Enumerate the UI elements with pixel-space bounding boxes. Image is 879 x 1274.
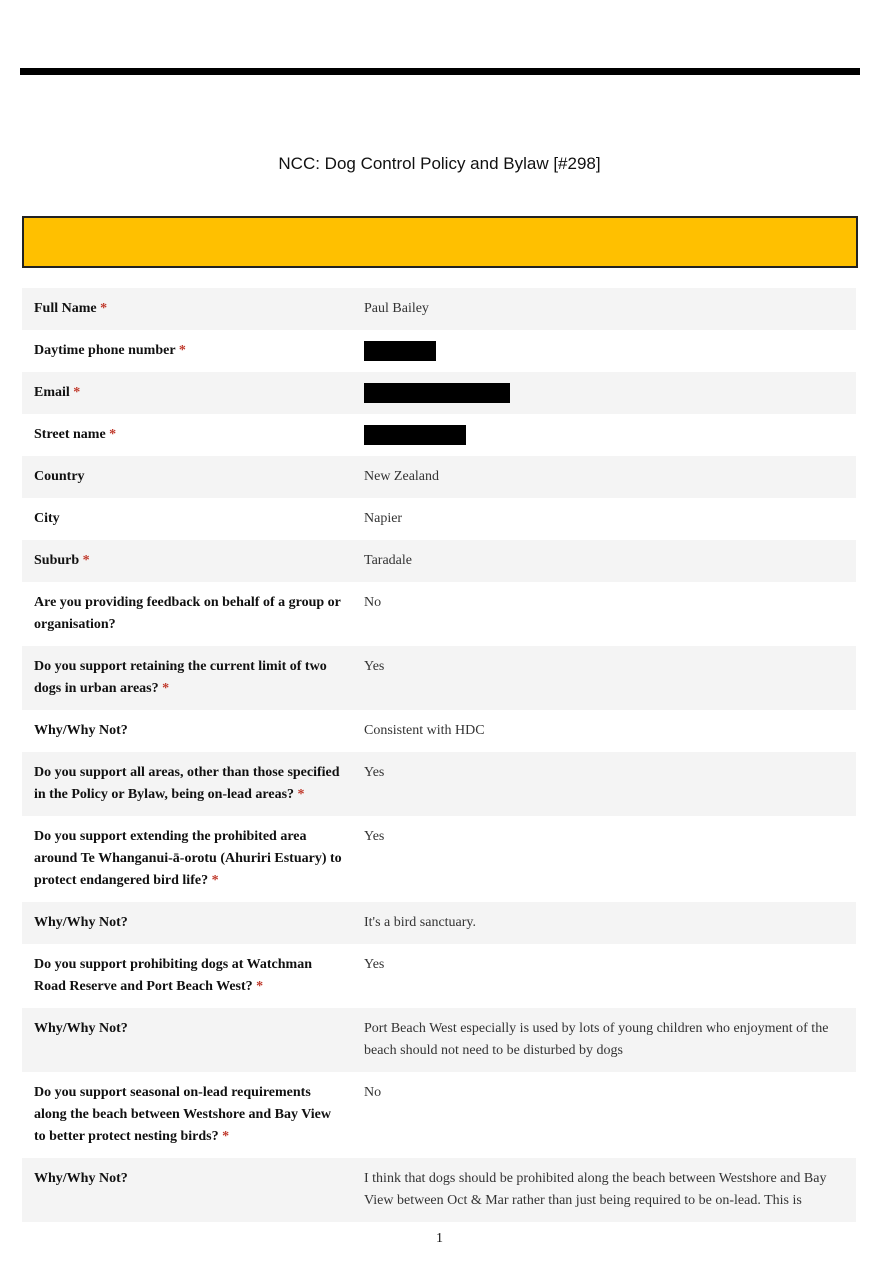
table-row xyxy=(22,1008,856,1072)
table-row xyxy=(22,710,856,752)
page-number: 1 xyxy=(436,1231,443,1246)
field-value: No xyxy=(364,1085,382,1100)
field-label: Daytime phone number * xyxy=(34,343,186,358)
table-row xyxy=(22,944,856,1008)
table-row xyxy=(22,752,856,816)
field-label: Why/Why Not? xyxy=(34,1171,128,1186)
field-value: New Zealand xyxy=(364,469,440,484)
field-label: Full Name * xyxy=(34,301,108,316)
field-label: Do you support prohibiting dogs at Watchman Road Reserve and Port Beach West? * xyxy=(34,957,312,994)
table-row xyxy=(22,456,856,498)
field-value: Port Beach West especially is used by lots of young children who enjoyment of the beach should not need to be disturbed by dogs xyxy=(364,1021,829,1058)
field-label: City xyxy=(34,511,60,526)
table-row xyxy=(22,372,856,414)
field-label: Why/Why Not? xyxy=(34,723,128,738)
field-label: Why/Why Not? xyxy=(34,1021,128,1036)
field-label: Do you support extending the prohibited area around Te Whanganui-ā-orotu (Ahuriri Estuary) to protect endangered bird life? * xyxy=(34,829,342,888)
field-value: Consistent with HDC xyxy=(364,723,485,738)
field-value: Taradale xyxy=(364,553,412,568)
table-row xyxy=(22,330,856,372)
table-row xyxy=(22,582,856,646)
field-label: Do you support retaining the current limit of two dogs in urban areas? * xyxy=(34,659,327,696)
field-value: Yes xyxy=(364,957,385,972)
table-row xyxy=(22,288,856,330)
field-value: Paul Bailey xyxy=(364,301,429,316)
field-label: Street name * xyxy=(34,427,117,442)
field-label: Suburb * xyxy=(34,553,90,568)
field-value: No xyxy=(364,595,382,610)
table-row xyxy=(22,540,856,582)
field-value: Yes xyxy=(364,829,385,844)
field-value: Yes xyxy=(364,765,385,780)
field-label: Email * xyxy=(34,385,81,400)
table-row xyxy=(22,902,856,944)
table-row xyxy=(22,646,856,710)
field-value xyxy=(352,330,856,372)
table-row xyxy=(22,414,856,456)
field-label: Do you support seasonal on-lead requirements along the beach between Westshore and Bay View to better protect nesting birds? * xyxy=(34,1085,331,1144)
field-value: It's a bird sanctuary. xyxy=(364,915,477,930)
field-label: Do you support all areas, other than those specified in the Policy or Bylaw, being on-lead areas? * xyxy=(34,765,340,802)
header-rule xyxy=(20,68,860,75)
section-banner xyxy=(22,216,858,268)
redaction-block xyxy=(364,425,466,445)
field-value: Napier xyxy=(364,511,403,526)
table-row xyxy=(22,1072,856,1158)
table-row xyxy=(22,816,856,902)
page-title: NCC: Dog Control Policy and Bylaw [#298] xyxy=(278,154,601,173)
field-value: Yes xyxy=(364,659,385,674)
field-label: Country xyxy=(34,469,85,484)
field-value: I think that dogs should be prohibited along the beach between Westshore and Bay View between Oct & Mar rather than just being required to be on-lead. This is xyxy=(364,1171,827,1208)
submission-table xyxy=(22,288,856,1222)
field-label: Why/Why Not? xyxy=(34,915,128,930)
field-value xyxy=(352,372,856,414)
table-row xyxy=(22,498,856,540)
redaction-block xyxy=(364,341,436,361)
table-row xyxy=(22,1158,856,1222)
field-value xyxy=(352,414,856,456)
redaction-block xyxy=(364,383,510,403)
field-label: Are you providing feedback on behalf of a group or organisation? xyxy=(34,595,341,632)
